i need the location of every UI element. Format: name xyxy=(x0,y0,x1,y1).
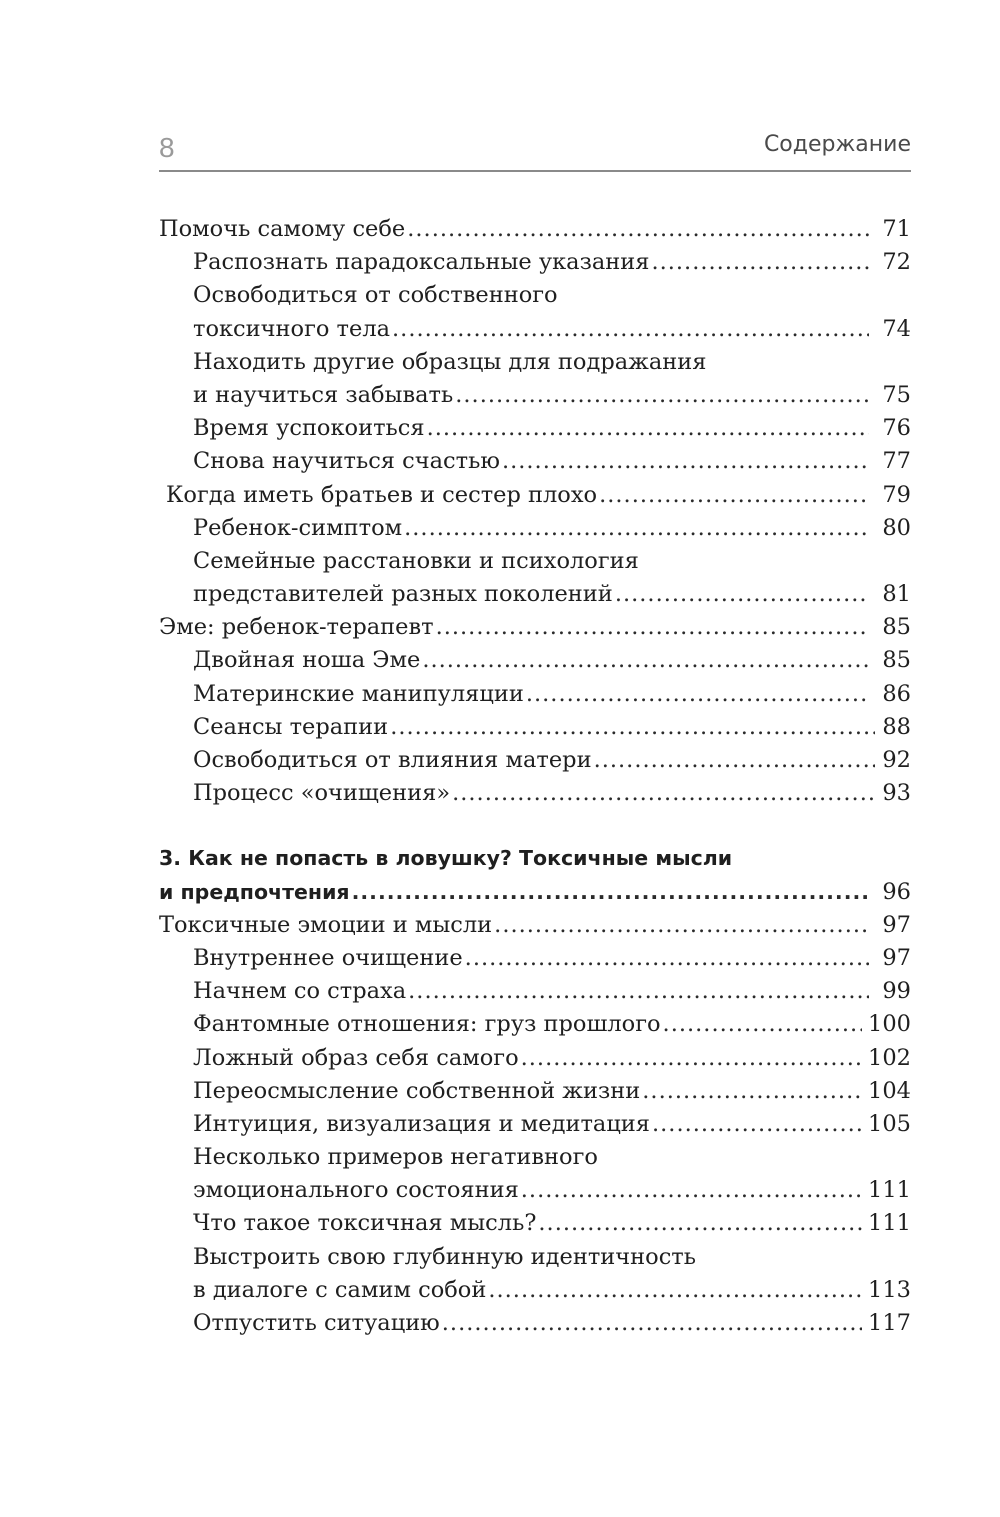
toc-entry-title: Внутреннее очищение xyxy=(193,944,463,971)
toc-entry[interactable] xyxy=(159,1207,911,1240)
toc-entry[interactable] xyxy=(159,744,911,777)
leader-dots xyxy=(538,1207,862,1240)
toc-entry-title: Интуиция, визуализация и медитация xyxy=(193,1110,650,1137)
toc-entry[interactable] xyxy=(159,611,911,644)
toc-entry-page: 99 xyxy=(882,978,911,1005)
toc-entry-page: 97 xyxy=(882,944,911,971)
toc-entry-title: Переосмысление собственной жизни xyxy=(193,1077,641,1104)
leader-dots xyxy=(404,512,869,545)
toc-entry[interactable] xyxy=(159,1141,911,1207)
toc-entry-title-line-2: эмоционального состояния xyxy=(193,1177,519,1204)
toc-entry-title: Что такое токсичная мысль? xyxy=(193,1210,537,1237)
toc-entry[interactable] xyxy=(159,412,911,445)
toc-entry[interactable] xyxy=(159,1075,911,1108)
leader-dots xyxy=(455,379,869,412)
toc-entry-page: 117 xyxy=(868,1310,911,1336)
toc-entry[interactable] xyxy=(159,545,911,611)
leader-dots xyxy=(436,611,869,644)
toc-entry[interactable] xyxy=(159,479,911,512)
toc-entry[interactable] xyxy=(159,346,911,412)
toc-entry[interactable] xyxy=(159,1042,911,1075)
leader-dots xyxy=(521,1042,862,1075)
toc-entry-title-line-2: токсичного тела xyxy=(193,315,391,342)
toc-entry-page: 96 xyxy=(882,878,911,905)
toc-entry[interactable] xyxy=(159,1108,911,1141)
leader-dots xyxy=(390,711,875,744)
toc-entry-title: Когда иметь братьев и сестер плохо xyxy=(166,481,598,508)
leader-dots xyxy=(408,975,869,1008)
toc-entry-page: 111 xyxy=(868,1210,911,1237)
toc-entry-title: Помочь самому себе xyxy=(159,216,406,242)
toc-entry-title: Фантомные отношения: груз прошлого xyxy=(193,1011,661,1038)
toc-entry-title: Процесс «очищения» xyxy=(193,780,451,807)
toc-entry-page: 113 xyxy=(868,1276,911,1303)
toc-entry-title-line-1: Семейные расстановки и психология xyxy=(193,547,639,574)
toc-entry[interactable] xyxy=(159,445,911,478)
toc-entry-title: Снова научиться счастью xyxy=(193,448,500,475)
toc-entry-page: 76 xyxy=(882,415,911,442)
toc-entry-page: 92 xyxy=(882,747,911,773)
toc-entry-title: Распознать парадоксальные указания xyxy=(193,249,650,276)
toc-entry-title: Отпустить ситуацию xyxy=(193,1310,440,1336)
toc-entry-title-line-1: Выстроить свою глубинную идентичность xyxy=(193,1243,696,1270)
toc-entry[interactable] xyxy=(159,512,911,545)
toc-entry-page: 75 xyxy=(882,381,911,408)
leader-dots xyxy=(642,1075,862,1108)
leader-dots xyxy=(651,246,869,279)
leader-dots xyxy=(663,1008,863,1041)
leader-dots xyxy=(521,1174,862,1207)
toc-entry-title: Начнем со страха xyxy=(193,978,407,1005)
toc-entry-page: 77 xyxy=(882,448,911,475)
toc-entry-title: Эме: ребенок-терапевт xyxy=(159,614,434,641)
toc-entry-page: 86 xyxy=(882,680,911,707)
toc-entry[interactable] xyxy=(159,678,911,711)
toc-entry-page: 88 xyxy=(882,713,911,740)
toc-entry-page: 104 xyxy=(868,1077,911,1104)
leader-dots xyxy=(599,479,869,512)
leader-dots xyxy=(465,942,869,975)
section-gap xyxy=(159,810,911,842)
leader-dots xyxy=(502,445,869,478)
leader-dots xyxy=(652,1108,862,1141)
toc-entry-page: 100 xyxy=(868,1011,911,1038)
toc-chapter-title-line-2: и предпочтения xyxy=(159,879,350,904)
leader-dots xyxy=(452,777,875,810)
toc-entry-page: 72 xyxy=(882,249,911,276)
toc-entry[interactable] xyxy=(159,246,911,279)
toc-entry-title: Токсичные эмоции и мысли xyxy=(159,911,493,938)
leader-dots xyxy=(594,744,875,777)
toc-entry-page: 85 xyxy=(882,647,911,674)
toc-entry-title-line-2: и научиться забывать xyxy=(193,381,454,408)
toc-entry[interactable] xyxy=(159,1008,911,1041)
table-of-contents xyxy=(159,213,911,1340)
leader-dots xyxy=(392,313,869,346)
toc-entry[interactable] xyxy=(159,909,911,942)
toc-entry-page: 80 xyxy=(882,514,911,541)
toc-entry-page: 111 xyxy=(868,1177,911,1204)
toc-entry-title: Двойная ноша Эме xyxy=(193,647,421,674)
toc-entry-title-line-2: в диалоге с самим собой xyxy=(193,1276,487,1303)
toc-entry-page: 79 xyxy=(882,481,911,508)
toc-entry[interactable] xyxy=(159,975,911,1008)
toc-entry-title-line-2: представителей разных поколений xyxy=(193,581,613,608)
toc-chapter-title-line-1: 3. Как не попасть в ловушку? Токсичные мысли xyxy=(159,846,733,871)
toc-entry-title: Ложный образ себя самого xyxy=(193,1044,519,1071)
running-head: Содержание xyxy=(763,132,911,157)
page-header xyxy=(159,128,911,172)
toc-entry-page: 105 xyxy=(868,1110,911,1137)
leader-dots xyxy=(615,578,869,611)
toc-chapter-entry[interactable] xyxy=(159,842,911,908)
leader-dots xyxy=(407,213,869,246)
toc-entry-title: Освободиться от влияния матери xyxy=(193,747,592,773)
leader-dots xyxy=(352,876,869,909)
leader-dots xyxy=(422,644,869,677)
toc-entry[interactable] xyxy=(159,279,911,345)
toc-entry-title: Время успокоиться xyxy=(193,415,425,442)
toc-entry[interactable] xyxy=(159,711,911,744)
toc-entry[interactable] xyxy=(159,644,911,677)
leader-dots xyxy=(427,412,869,445)
toc-entry-page: 93 xyxy=(882,780,911,807)
toc-entry-title-line-1: Находить другие образцы для подражания xyxy=(193,348,707,375)
toc-entry-page: 97 xyxy=(882,911,911,938)
toc-entry-title: Ребенок-симптом xyxy=(193,514,403,541)
leader-dots xyxy=(526,678,869,711)
toc-entry-page: 74 xyxy=(882,315,911,342)
toc-entry-title: Материнские манипуляции xyxy=(193,680,524,707)
toc-entry[interactable] xyxy=(159,942,911,975)
toc-entry[interactable] xyxy=(159,777,911,810)
toc-entry-title-line-1: Несколько примеров негативного xyxy=(193,1144,598,1171)
toc-entry-page: 71 xyxy=(882,216,911,242)
leader-dots xyxy=(494,909,869,942)
toc-entry-page: 102 xyxy=(868,1044,911,1071)
toc-entry-page: 81 xyxy=(882,581,911,608)
toc-entry[interactable] xyxy=(159,213,911,246)
toc-entry-title: Сеансы терапии xyxy=(193,713,389,740)
leader-dots xyxy=(488,1274,862,1307)
page-number: 8 xyxy=(159,132,176,163)
leader-dots xyxy=(442,1307,862,1340)
toc-entry[interactable] xyxy=(159,1241,911,1307)
toc-entry-title-line-1: Освободиться от собственного xyxy=(193,282,558,309)
toc-entry[interactable] xyxy=(159,1307,911,1340)
toc-entry-page: 85 xyxy=(882,614,911,641)
